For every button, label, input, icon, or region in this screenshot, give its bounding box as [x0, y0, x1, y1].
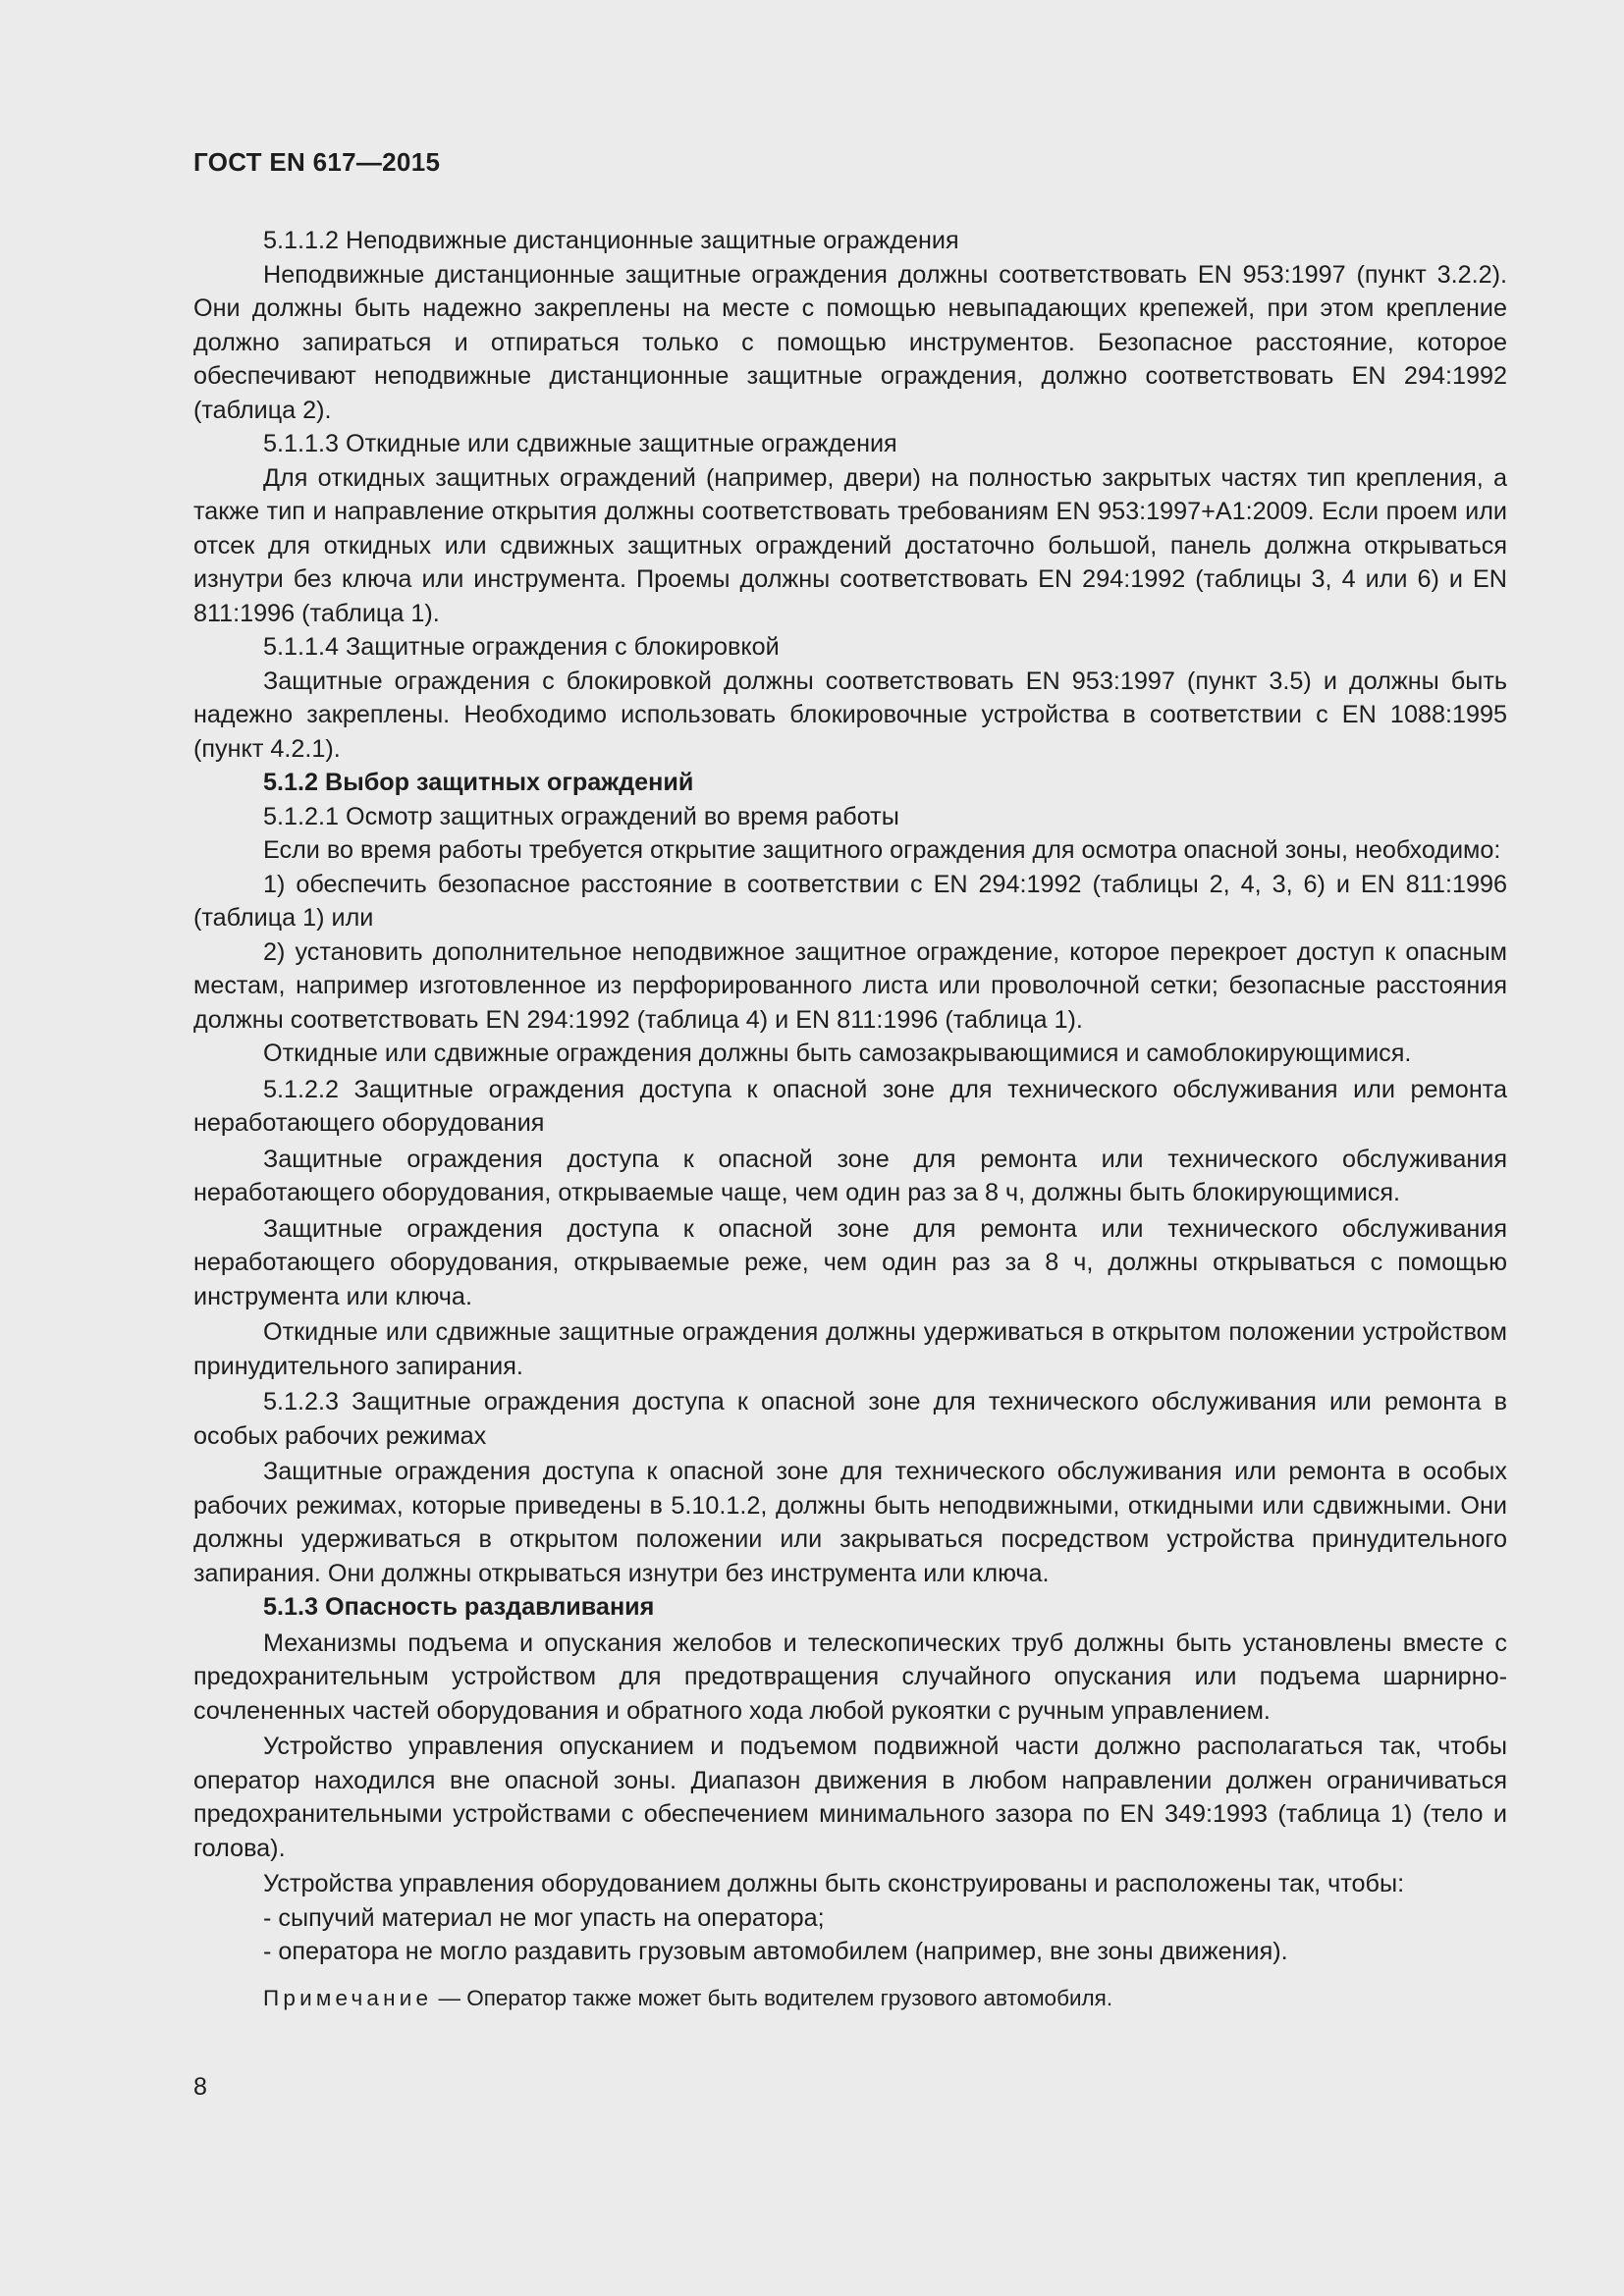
- clause-5-1-3-text-3: Устройства управления оборудованием должны быть сконструированы и расположены так, чтобы:: [263, 1870, 1405, 1897]
- clause-5-1-2-2-text-3: Откидные или сдвижные защитные ограждения должны удерживаться в открытом положении устройством принудительного запирания.: [193, 1318, 1507, 1380]
- note-label: Примечание: [263, 1985, 433, 2010]
- note: [193, 1983, 1507, 2014]
- clause-5-1-1-3-heading: 5.1.1.3 Откидные или сдвижные защитные ограждения: [263, 430, 897, 457]
- clause-5-1-2-1-heading: 5.1.2.1 Осмотр защитных ограждений во время работы: [263, 802, 899, 830]
- list-item: - сыпучий материал не мог упасть на оператора;: [263, 1903, 825, 1932]
- clause-5-1-2-1-item-1: 1) обеспечить безопасное расстояние в соответствии с EN 294:1992 (таблицы 2, 4, 3, 6) и EN 811:1996 (таблица 1) или: [193, 870, 1507, 932]
- clause-5-1-2-3-text: Защитные ограждения доступа к опасной зоне для технического обслуживания или ремонта в особых рабочих режимах, которые приведены в 5.10.1.2, должны быть неподвижными, откидными или сдвижными. Они должны удерживаться в открытом положении или закрываться посредством устройства принудительного запирания. Они должны открываться изнутри без инструмента или ключа.: [193, 1458, 1507, 1587]
- clause-5-1-1-2-text: Неподвижные дистанционные защитные ограждения должны соответствовать EN 953:1997 (пункт 3.2.2). Они должны быть надежно закреплены на месте с помощью невыпадающих крепежей, при этом крепление должно запираться и отпираться только с помощью инструментов. Безопасное расстояние, которое обеспечивают неподвижные дистанционные защитные ограждения, должно соответствовать EN 294:1992 (таблица 2).: [193, 260, 1507, 424]
- list-item: - оператора не могло раздавить грузовым автомобилем (например, вне зоны движения).: [263, 1938, 1288, 1965]
- clause-5-1-1-3-text: Для откидных защитных ограждений (например, двери) на полностью закрытых частях тип крепления, а также тип и направление открытия должны соответствовать требованиям EN 953:1997+A1:2009. Если проем или отсек для откидных или сдвижных защитных ограждений достаточно большой, панель должна открываться изнутри без ключа или инструмента. Проемы должны соответствовать EN 294:1992 (таблицы 3, 4 или 6) и EN 811:1996 (таблица 1).: [193, 463, 1507, 627]
- clause-5-1-2-2-heading: 5.1.2.2 Защитные ограждения доступа к опасной зоне для технического обслуживания или ремонта неработающего оборудования: [193, 1075, 1507, 1137]
- clause-5-1-3-heading: 5.1.3 Опасность раздавливания: [263, 1593, 655, 1621]
- clause-5-1-2-3-heading: 5.1.2.3 Защитные ограждения доступа к опасной зоне для технического обслуживания или ремонта в особых рабочих режимах: [193, 1388, 1507, 1450]
- document-header: ГОСТ EN 617—2015: [193, 147, 441, 177]
- document-body: [193, 224, 1507, 2014]
- clause-5-1-1-4-text: Защитные ограждения с блокировкой должны соответствовать EN 953:1997 (пункт 3.5) и должны быть надежно закреплены. Необходимо использовать блокировочные устройства в соответствии с EN 1088:1995 (пункт 4.2.1).: [193, 667, 1507, 763]
- clause-5-1-3-text-2: Устройство управления опусканием и подъемом подвижной части должно располагаться так, чтобы оператор находился вне опасной зоны. Диапазон движения в любом направлении должен ограничиваться предохранительными устройствами с обеспечением минимального зазора по EN 349:1993 (таблица 1) (тело и голова).: [193, 1733, 1507, 1862]
- clause-5-1-2-1-intro: Если во время работы требуется открытие защитного ограждения для осмотра опасной зоны, необходимо:: [263, 836, 1501, 864]
- note-text: — Оператор также может быть водителем грузового автомобиля.: [432, 1985, 1113, 2010]
- clause-5-1-2-1-text: Откидные или сдвижные ограждения должны быть самозакрывающимися и самоблокирующимися.: [263, 1040, 1412, 1067]
- clause-5-1-2-2-text-1: Защитные ограждения доступа к опасной зоне для ремонта или технического обслуживания неработающего оборудования, открываемые чаще, чем один раз за 8 ч, должны быть блокирующимися.: [193, 1145, 1507, 1206]
- page-number: 8: [193, 2073, 207, 2101]
- clause-5-1-2-heading: 5.1.2 Выбор защитных ограждений: [263, 769, 694, 796]
- clause-5-1-2-2-text-2: Защитные ограждения доступа к опасной зоне для ремонта или технического обслуживания неработающего оборудования, открываемые реже, чем один раз за 8 ч, должны открываться с помощью инструмента или ключа.: [193, 1214, 1507, 1310]
- clause-5-1-1-2-heading: 5.1.1.2 Неподвижные дистанционные защитные ограждения: [263, 227, 959, 254]
- clause-5-1-1-4-heading: 5.1.1.4 Защитные ограждения с блокировкой: [263, 633, 780, 661]
- clause-5-1-3-text-1: Механизмы подъема и опускания желобов и телескопических труб должны быть установлены вместе с предохранительным устройством для предотвращения случайного опускания или подъема шарнирно-сочлененных частей оборудования и обратного хода любой рукоятки с ручным управлением.: [193, 1629, 1507, 1725]
- clause-5-1-2-1-item-2: 2) установить дополнительное неподвижное защитное ограждение, которое перекроет доступ к опасным местам, например изготовленное из перфорированного листа или проволочной сетки; безопасные расстояния должны соответствовать EN 294:1992 (таблица 4) и EN 811:1996 (таблица 1).: [193, 937, 1507, 1034]
